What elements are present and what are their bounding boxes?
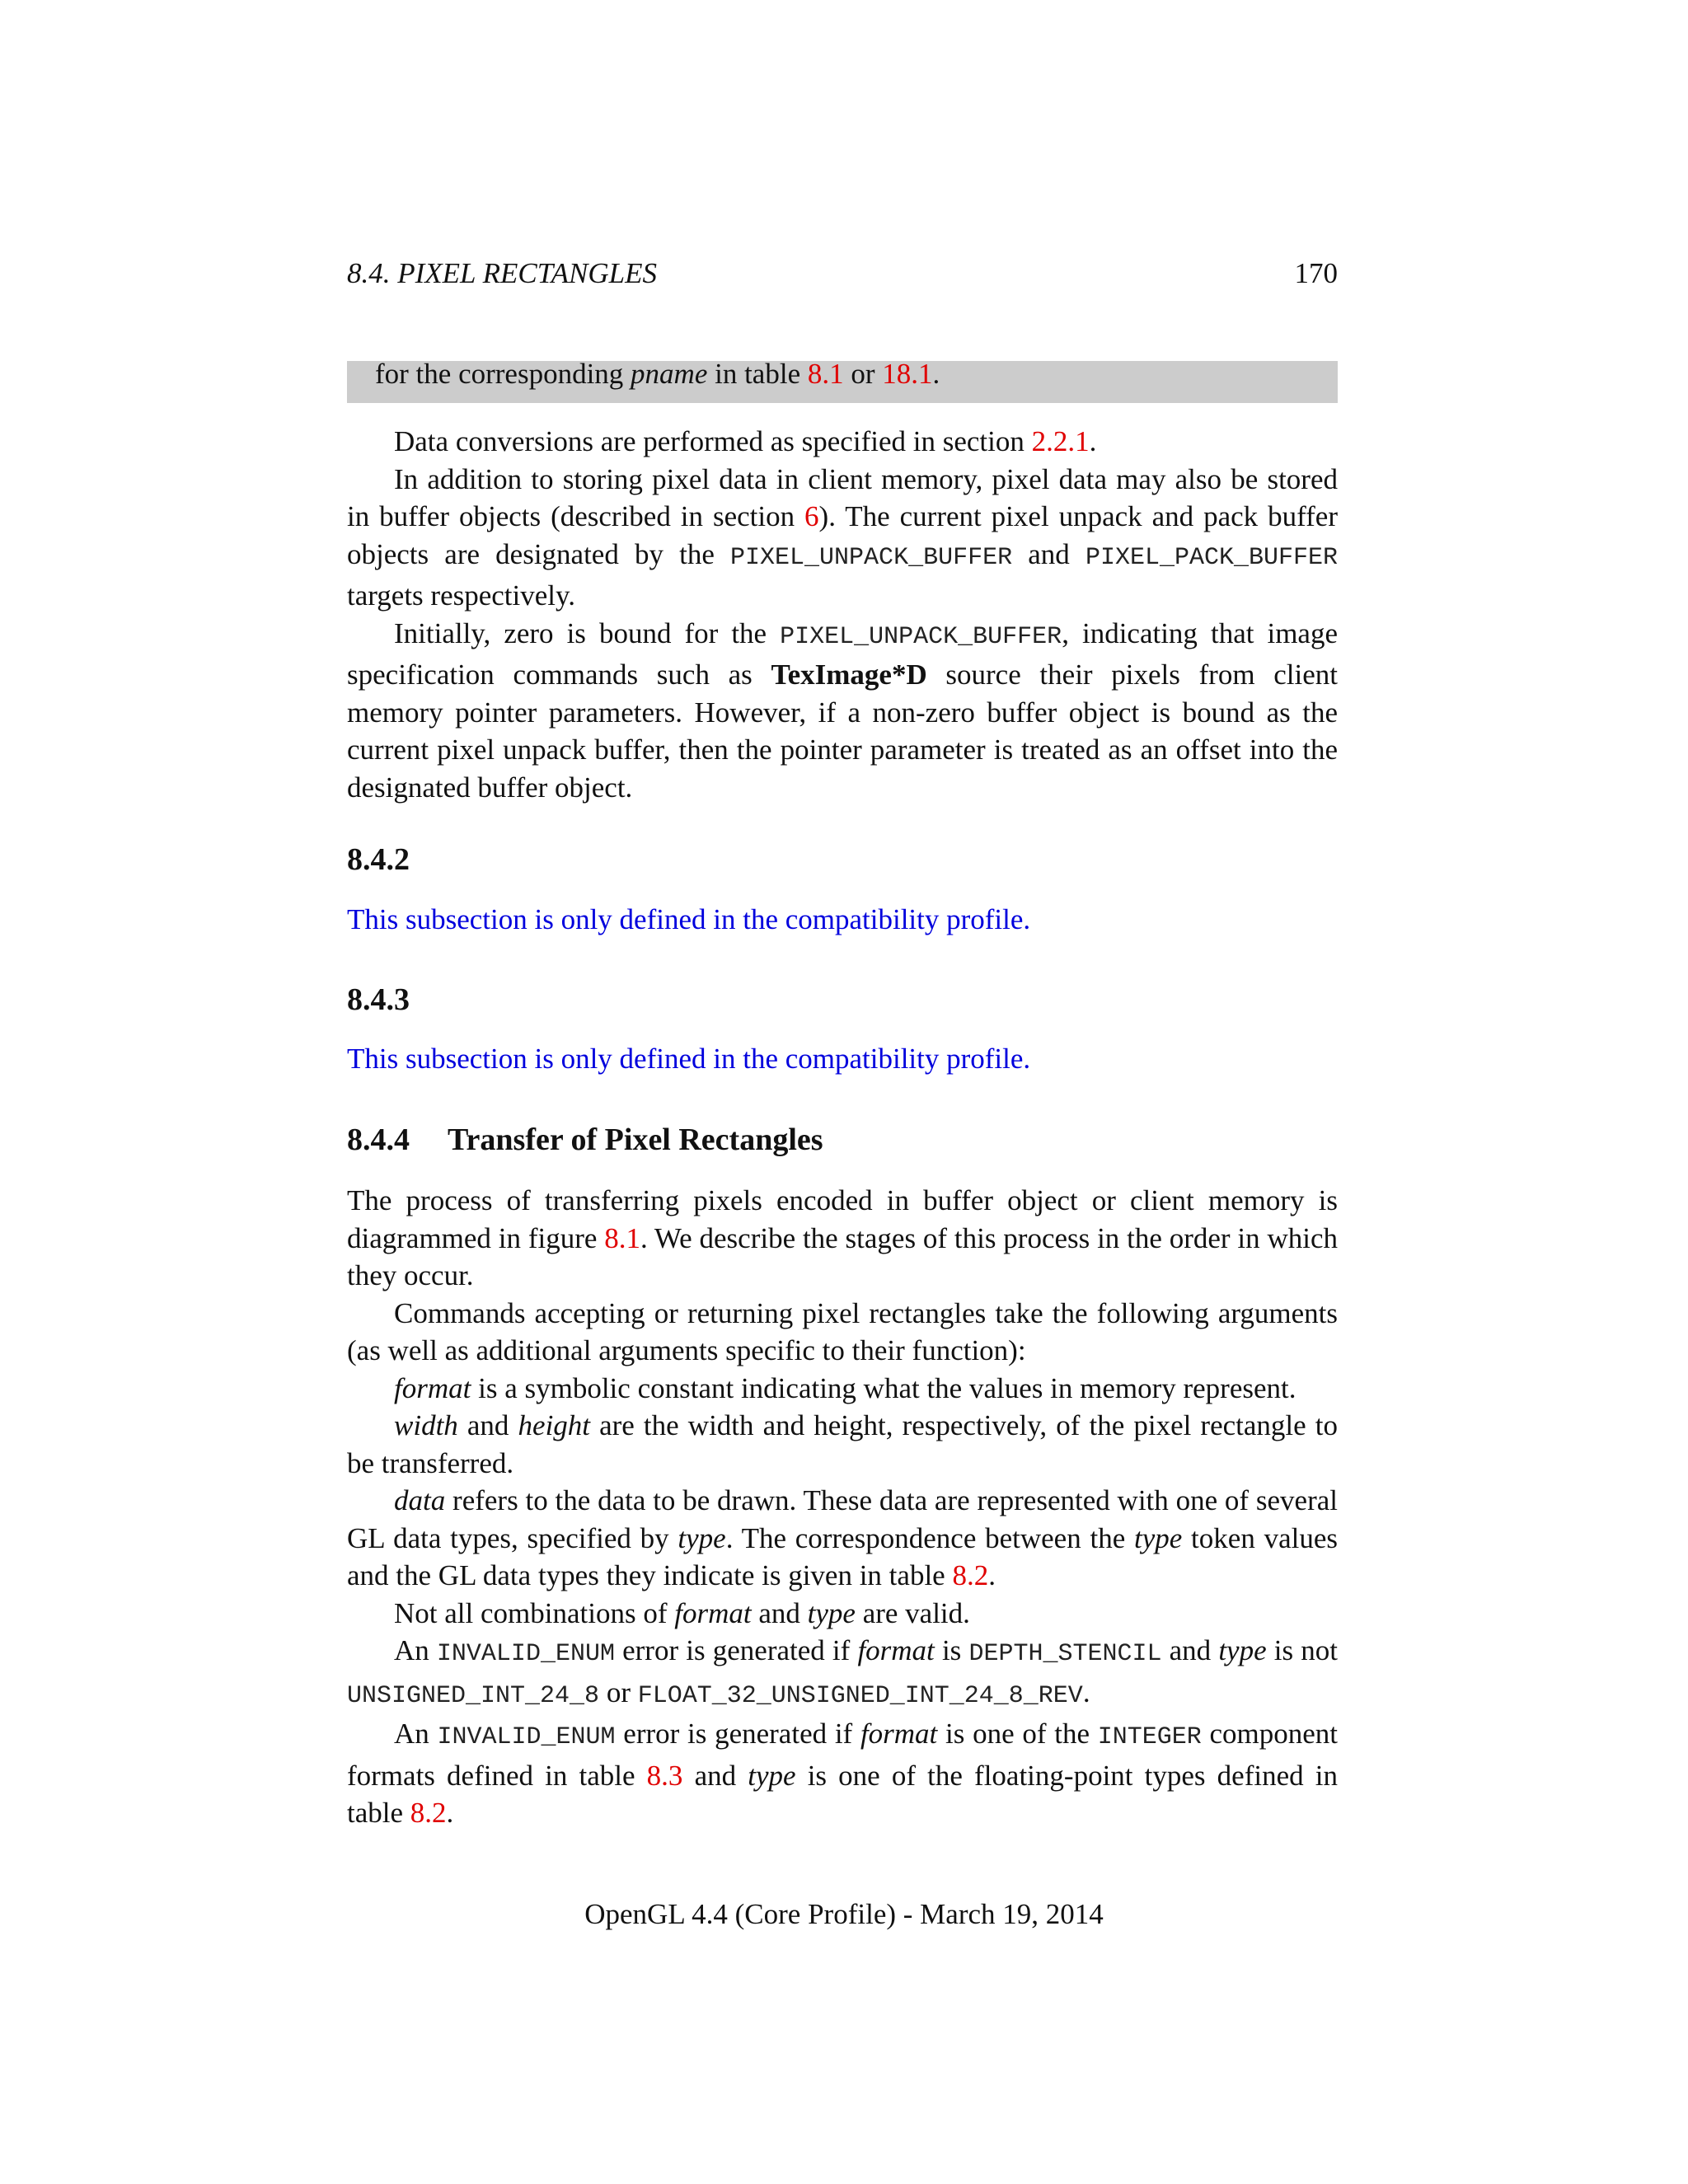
text-run: ). The current pixel unpack and pack buffer objects are designated by the bbox=[347, 500, 1338, 570]
text-run: error is generated if bbox=[615, 1718, 860, 1750]
transfer-paragraphs bbox=[347, 1182, 1338, 1832]
param-name: height bbox=[518, 1409, 591, 1441]
text-run: . The correspondence between the bbox=[725, 1521, 1134, 1554]
text-run: . We describe the stages of this process in the order in which they occur. bbox=[347, 1221, 1338, 1291]
page-footer: OpenGL 4.4 (Core Profile) - March 19, 2014 bbox=[584, 1898, 1104, 1930]
text-run: error is generated if bbox=[614, 1634, 858, 1666]
param-name: format bbox=[860, 1718, 938, 1750]
text-run: and bbox=[457, 1409, 518, 1441]
section-heading-8-4-2 bbox=[347, 839, 1338, 880]
text-run: in table bbox=[707, 361, 808, 390]
text-run: refers to the data to be drawn. These data are represented with one of several GL data types, specified by bbox=[347, 1484, 1338, 1554]
text-run: . bbox=[446, 1797, 454, 1829]
table-link[interactable]: 8.2 bbox=[952, 1559, 989, 1591]
text-run: targets respectively. bbox=[347, 579, 575, 612]
param-name: format bbox=[394, 1371, 471, 1404]
token: UNSIGNED_INT_24_8 bbox=[347, 1681, 600, 1710]
section-title: Transfer of Pixel Rectangles bbox=[448, 1122, 823, 1157]
token: INVALID_ENUM bbox=[436, 1640, 615, 1668]
text-run: . bbox=[932, 361, 940, 390]
table-link[interactable]: 8.3 bbox=[646, 1759, 683, 1792]
table-link[interactable]: 8.1 bbox=[807, 361, 844, 390]
paragraph bbox=[347, 423, 1338, 461]
paragraph bbox=[347, 1407, 1338, 1482]
param-name: format bbox=[674, 1596, 752, 1629]
param-name: format bbox=[857, 1634, 935, 1666]
token: INVALID_ENUM bbox=[437, 1723, 616, 1751]
paragraph: Commands accepting or returning pixel rectangles take the following arguments (as well as additional arguments specific to their function): bbox=[347, 1296, 1338, 1366]
table-link[interactable]: 18.1 bbox=[882, 361, 933, 390]
text-run: An bbox=[394, 1634, 437, 1666]
section-number: 8.4.4 bbox=[347, 1122, 410, 1157]
text-run: are the width and height, respectively, of the pixel rectangle to be transferred. bbox=[347, 1409, 1338, 1479]
figure-link[interactable]: 8.1 bbox=[604, 1221, 640, 1254]
text-run: is one of the floating-point types defined in table bbox=[347, 1759, 1338, 1829]
table-link[interactable]: 8.2 bbox=[410, 1797, 447, 1829]
text-run: The process of transferring pixels encoded in buffer object or client memory is diagrammed in figure bbox=[347, 1184, 1338, 1254]
text-run: Not all combinations of bbox=[394, 1596, 675, 1629]
text-run: Data conversions are performed as specified in section bbox=[394, 425, 1032, 457]
page-number: 170 bbox=[1294, 257, 1338, 289]
token: PIXEL_UNPACK_BUFFER bbox=[780, 622, 1062, 651]
section-link[interactable]: 6 bbox=[804, 500, 819, 532]
paragraph bbox=[347, 1632, 1338, 1715]
token: PIXEL_PACK_BUFFER bbox=[1085, 543, 1338, 572]
text-run: . bbox=[988, 1559, 996, 1591]
text-run: for the corresponding bbox=[375, 361, 631, 390]
compatibility-note: This subsection is only defined in the compatibility profile. bbox=[347, 903, 1031, 935]
text-run: In addition to storing pixel data in client memory, pixel data may also be stored in buffer objects (described in section bbox=[347, 462, 1338, 532]
section-link[interactable]: 2.2.1 bbox=[1031, 425, 1090, 457]
highlighted-continuation bbox=[347, 361, 1338, 403]
paragraph bbox=[347, 1715, 1338, 1832]
text-run: component formats defined in table bbox=[347, 1718, 1338, 1792]
paragraph bbox=[347, 1182, 1338, 1295]
section-number: 8.4.2 bbox=[347, 842, 410, 877]
text-run: are valid. bbox=[855, 1596, 970, 1629]
text-run: . bbox=[1089, 425, 1097, 457]
token: INTEGER bbox=[1097, 1723, 1202, 1751]
text-run: is one of the bbox=[937, 1718, 1098, 1750]
text-run: is bbox=[934, 1634, 969, 1666]
paragraph bbox=[347, 615, 1338, 807]
text-run: Initially, zero is bound for the bbox=[394, 616, 781, 649]
command-name: TexImage*D bbox=[771, 658, 927, 691]
text-run: . bbox=[1082, 1675, 1090, 1708]
text-run: is a symbolic constant indicating what the values in memory represent. bbox=[471, 1371, 1296, 1404]
paragraph bbox=[347, 461, 1338, 615]
text-run: or bbox=[843, 361, 883, 390]
text-run: An bbox=[394, 1718, 438, 1750]
text-run: or bbox=[599, 1675, 638, 1708]
paragraph bbox=[347, 1370, 1338, 1408]
text-run: is not bbox=[1266, 1634, 1338, 1666]
text-run: and bbox=[682, 1759, 748, 1792]
text-run: token values and the GL data types they indicate is given in table bbox=[347, 1521, 1338, 1591]
param-name: type bbox=[1134, 1521, 1183, 1554]
section-title: 8.4. PIXEL RECTANGLES bbox=[347, 257, 657, 289]
paragraph bbox=[347, 1482, 1338, 1595]
section-number: 8.4.3 bbox=[347, 982, 410, 1017]
param-name: type bbox=[678, 1521, 726, 1554]
compatibility-note: This subsection is only defined in the compatibility profile. bbox=[347, 1043, 1031, 1075]
param-name: width bbox=[394, 1409, 458, 1441]
text-run: and bbox=[1012, 537, 1085, 570]
param-name: type bbox=[807, 1596, 856, 1629]
section-heading-8-4-3 bbox=[347, 979, 1338, 1020]
text-run: and bbox=[1161, 1634, 1219, 1666]
param-name: data bbox=[394, 1484, 446, 1516]
param-name: pname bbox=[631, 361, 708, 390]
paragraph bbox=[347, 1595, 1338, 1633]
text-run: , indicating that image specification commands such as bbox=[347, 616, 1338, 691]
param-name: type bbox=[748, 1759, 796, 1792]
text-run: source their pixels from client memory pointer parameters. However, if a non-zero buffer object is bound as the current pixel unpack buffer, then the pointer parameter is treated as an offset into the designated buffer object. bbox=[347, 658, 1338, 804]
token: DEPTH_STENCIL bbox=[968, 1640, 1162, 1668]
text-run: and bbox=[751, 1596, 808, 1629]
token: FLOAT_32_UNSIGNED_INT_24_8_REV bbox=[637, 1681, 1083, 1710]
section-heading-8-4-4 bbox=[347, 1119, 1338, 1160]
param-name: type bbox=[1218, 1634, 1267, 1666]
running-header bbox=[347, 257, 1338, 298]
intro-paragraphs bbox=[347, 423, 1338, 806]
token: PIXEL_UNPACK_BUFFER bbox=[730, 543, 1013, 572]
